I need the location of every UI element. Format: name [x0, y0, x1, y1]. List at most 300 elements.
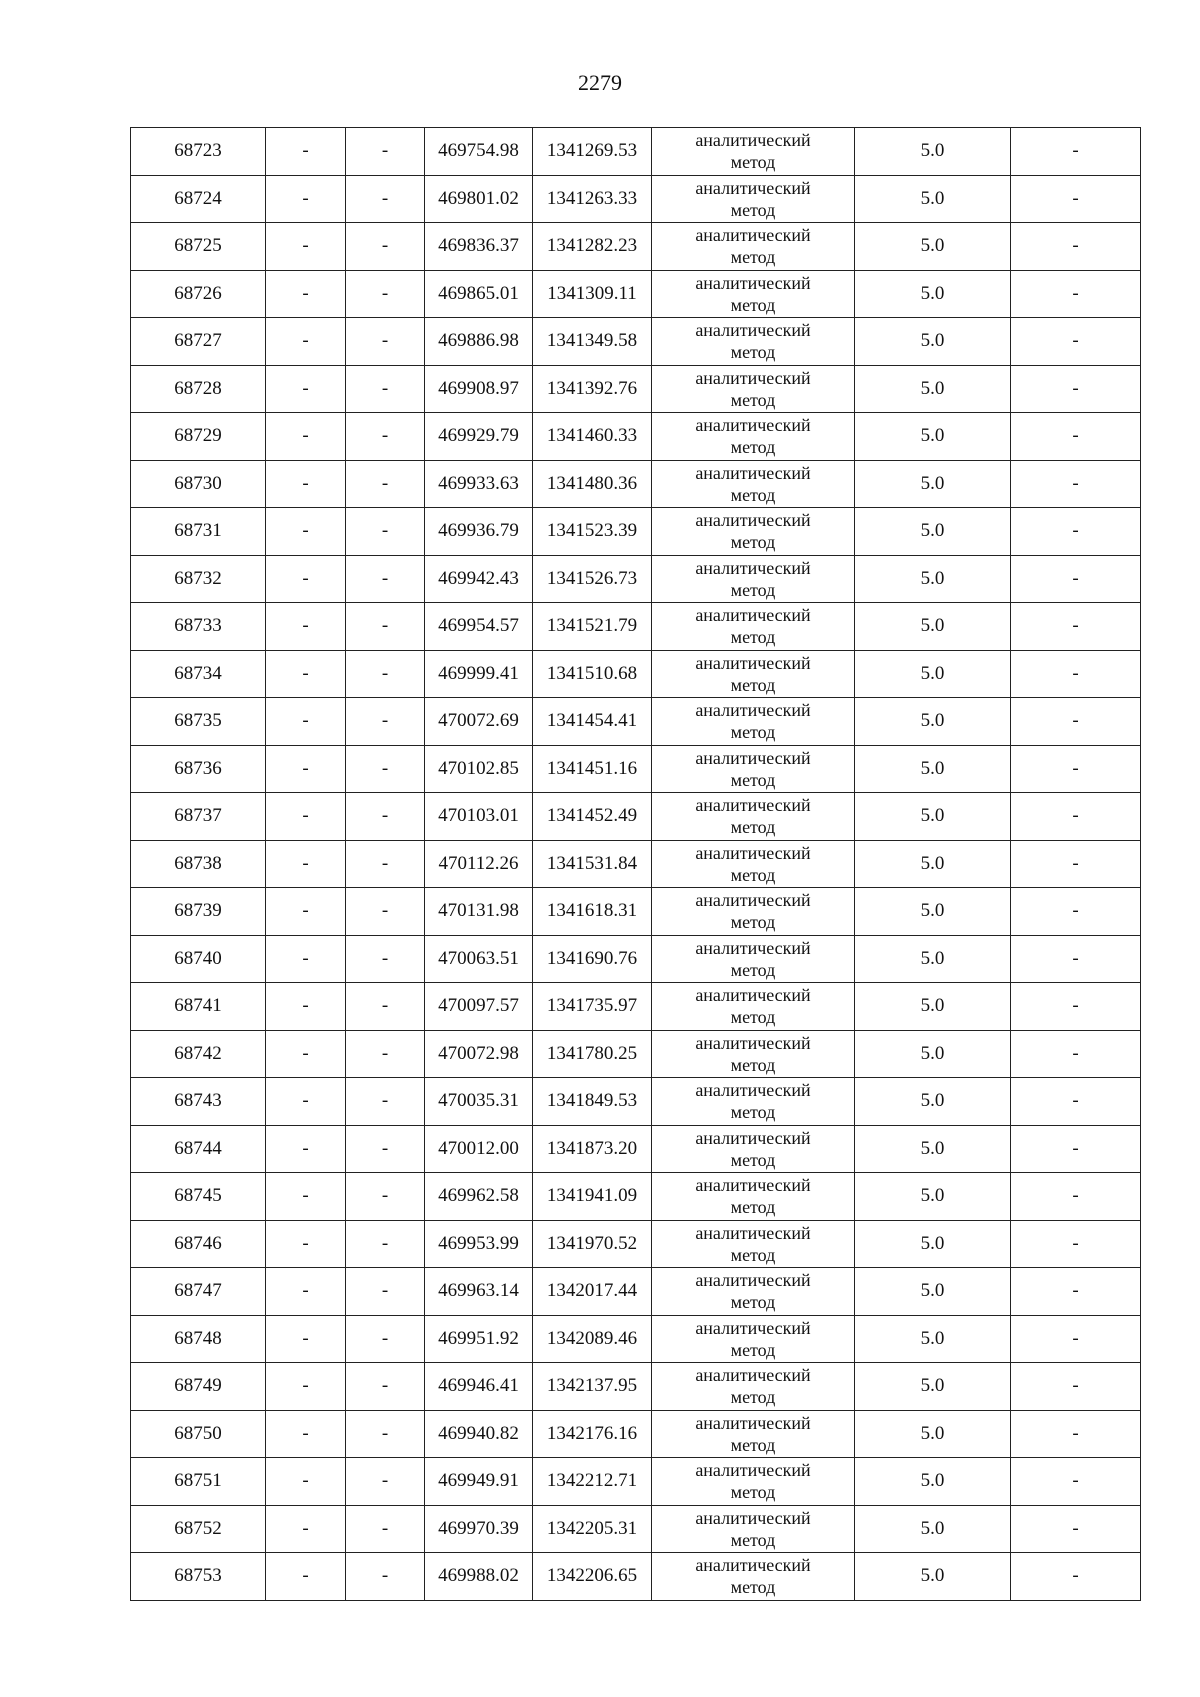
- dash-cell: -: [1011, 318, 1141, 366]
- point-number-cell: 68730: [131, 460, 266, 508]
- dash-cell: -: [1011, 1410, 1141, 1458]
- method-line-2: метод: [730, 1387, 776, 1408]
- x-coordinate-cell: 469954.57: [425, 603, 533, 651]
- y-coordinate-cell: 1342017.44: [533, 1268, 652, 1316]
- dash-cell: -: [346, 1458, 425, 1506]
- y-coordinate-cell: 1341269.53: [533, 128, 652, 176]
- method-line-2: метод: [730, 294, 776, 315]
- dash-cell: -: [346, 888, 425, 936]
- dash-cell: -: [266, 1078, 346, 1126]
- dash-cell: -: [266, 603, 346, 651]
- method-line-2: метод: [730, 722, 776, 743]
- dash-cell: -: [346, 1173, 425, 1221]
- y-coordinate-cell: 1342089.46: [533, 1315, 652, 1363]
- table-row: [131, 413, 1141, 461]
- dash-cell: -: [1011, 650, 1141, 698]
- y-coordinate-cell: 1341309.11: [533, 270, 652, 318]
- y-coordinate-cell: 1341349.58: [533, 318, 652, 366]
- point-number-cell: 68746: [131, 1220, 266, 1268]
- dash-cell: -: [266, 1268, 346, 1316]
- x-coordinate-cell: 469953.99: [425, 1220, 533, 1268]
- x-coordinate-cell: 470072.98: [425, 1030, 533, 1078]
- x-coordinate-cell: 469942.43: [425, 555, 533, 603]
- point-number-cell: 68747: [131, 1268, 266, 1316]
- dash-cell: -: [266, 555, 346, 603]
- dash-cell: -: [1011, 508, 1141, 556]
- dash-cell: -: [266, 365, 346, 413]
- method-line-2: метод: [730, 1054, 776, 1075]
- accuracy-cell: 5.0: [855, 1220, 1011, 1268]
- x-coordinate-cell: 470012.00: [425, 1125, 533, 1173]
- point-number-cell: 68724: [131, 175, 266, 223]
- point-number-cell: 68753: [131, 1553, 266, 1601]
- point-number-cell: 68731: [131, 508, 266, 556]
- dash-cell: -: [1011, 1268, 1141, 1316]
- method-cell: [652, 698, 855, 746]
- y-coordinate-cell: 1341452.49: [533, 793, 652, 841]
- table-row: [131, 983, 1141, 1031]
- dash-cell: -: [346, 698, 425, 746]
- method-line-2: метод: [730, 484, 776, 505]
- dash-cell: -: [266, 1173, 346, 1221]
- y-coordinate-cell: 1341521.79: [533, 603, 652, 651]
- dash-cell: -: [1011, 840, 1141, 888]
- method-cell: [652, 793, 855, 841]
- table-row: [131, 223, 1141, 271]
- method-line-2: метод: [730, 959, 776, 980]
- method-line-1: аналитический: [695, 1365, 811, 1386]
- point-number-cell: 68743: [131, 1078, 266, 1126]
- x-coordinate-cell: 470097.57: [425, 983, 533, 1031]
- point-number-cell: 68734: [131, 650, 266, 698]
- method-line-1: аналитический: [695, 272, 811, 293]
- dash-cell: -: [266, 318, 346, 366]
- table-row: [131, 1030, 1141, 1078]
- dash-cell: -: [266, 983, 346, 1031]
- method-line-1: аналитический: [695, 367, 811, 388]
- dash-cell: -: [266, 745, 346, 793]
- accuracy-cell: 5.0: [855, 1315, 1011, 1363]
- method-line-2: метод: [730, 342, 776, 363]
- dash-cell: -: [266, 223, 346, 271]
- dash-cell: -: [266, 1410, 346, 1458]
- method-line-2: метод: [730, 1149, 776, 1170]
- method-line-2: метод: [730, 532, 776, 553]
- table-row: [131, 1410, 1141, 1458]
- dash-cell: -: [346, 935, 425, 983]
- dash-cell: -: [1011, 888, 1141, 936]
- x-coordinate-cell: 470112.26: [425, 840, 533, 888]
- point-number-cell: 68737: [131, 793, 266, 841]
- point-number-cell: 68740: [131, 935, 266, 983]
- dash-cell: -: [266, 793, 346, 841]
- dash-cell: -: [1011, 1173, 1141, 1221]
- method-line-1: аналитический: [695, 1507, 811, 1528]
- y-coordinate-cell: 1342205.31: [533, 1505, 652, 1553]
- dash-cell: -: [266, 888, 346, 936]
- dash-cell: -: [266, 1030, 346, 1078]
- method-cell: [652, 603, 855, 651]
- dash-cell: -: [1011, 460, 1141, 508]
- y-coordinate-cell: 1341849.53: [533, 1078, 652, 1126]
- table-row: [131, 935, 1141, 983]
- accuracy-cell: 5.0: [855, 555, 1011, 603]
- method-line-2: метод: [730, 864, 776, 885]
- y-coordinate-cell: 1341526.73: [533, 555, 652, 603]
- method-line-2: метод: [730, 1197, 776, 1218]
- point-number-cell: 68750: [131, 1410, 266, 1458]
- dash-cell: -: [1011, 983, 1141, 1031]
- accuracy-cell: 5.0: [855, 460, 1011, 508]
- method-line-2: метод: [730, 1577, 776, 1598]
- method-cell: [652, 555, 855, 603]
- point-number-cell: 68739: [131, 888, 266, 936]
- point-number-cell: 68732: [131, 555, 266, 603]
- method-line-1: аналитический: [695, 510, 811, 531]
- method-line-1: аналитический: [695, 700, 811, 721]
- table-row: [131, 508, 1141, 556]
- table-row: [131, 1315, 1141, 1363]
- x-coordinate-cell: 469988.02: [425, 1553, 533, 1601]
- method-line-1: аналитический: [695, 747, 811, 768]
- y-coordinate-cell: 1341263.33: [533, 175, 652, 223]
- dash-cell: -: [346, 793, 425, 841]
- y-coordinate-cell: 1341523.39: [533, 508, 652, 556]
- method-line-1: аналитический: [695, 1412, 811, 1433]
- accuracy-cell: 5.0: [855, 1553, 1011, 1601]
- table-row: [131, 1173, 1141, 1221]
- dash-cell: -: [346, 1553, 425, 1601]
- dash-cell: -: [346, 1125, 425, 1173]
- dash-cell: -: [346, 983, 425, 1031]
- y-coordinate-cell: 1341618.31: [533, 888, 652, 936]
- y-coordinate-cell: 1341510.68: [533, 650, 652, 698]
- point-number-cell: 68742: [131, 1030, 266, 1078]
- x-coordinate-cell: 469836.37: [425, 223, 533, 271]
- x-coordinate-cell: 469999.41: [425, 650, 533, 698]
- table-row: [131, 1125, 1141, 1173]
- accuracy-cell: 5.0: [855, 365, 1011, 413]
- accuracy-cell: 5.0: [855, 508, 1011, 556]
- dash-cell: -: [1011, 1363, 1141, 1411]
- dash-cell: -: [346, 650, 425, 698]
- method-line-2: метод: [730, 199, 776, 220]
- method-cell: [652, 1315, 855, 1363]
- point-number-cell: 68727: [131, 318, 266, 366]
- dash-cell: -: [266, 840, 346, 888]
- method-line-1: аналитический: [695, 1080, 811, 1101]
- table-row: [131, 1268, 1141, 1316]
- method-line-1: аналитический: [695, 415, 811, 436]
- method-line-2: метод: [730, 674, 776, 695]
- point-number-cell: 68729: [131, 413, 266, 461]
- y-coordinate-cell: 1341451.16: [533, 745, 652, 793]
- dash-cell: -: [266, 935, 346, 983]
- y-coordinate-cell: 1341460.33: [533, 413, 652, 461]
- accuracy-cell: 5.0: [855, 745, 1011, 793]
- method-cell: [652, 983, 855, 1031]
- dash-cell: -: [1011, 935, 1141, 983]
- method-cell: [652, 1030, 855, 1078]
- x-coordinate-cell: 469963.14: [425, 1268, 533, 1316]
- table-row: [131, 318, 1141, 366]
- dash-cell: -: [346, 1363, 425, 1411]
- table-row: [131, 793, 1141, 841]
- x-coordinate-cell: 469951.92: [425, 1315, 533, 1363]
- accuracy-cell: 5.0: [855, 983, 1011, 1031]
- method-line-1: аналитический: [695, 1460, 811, 1481]
- table-body: [131, 128, 1141, 1601]
- accuracy-cell: 5.0: [855, 223, 1011, 271]
- dash-cell: -: [266, 698, 346, 746]
- method-line-1: аналитический: [695, 557, 811, 578]
- x-coordinate-cell: 470035.31: [425, 1078, 533, 1126]
- table-row: [131, 698, 1141, 746]
- accuracy-cell: 5.0: [855, 1125, 1011, 1173]
- method-line-2: метод: [730, 579, 776, 600]
- method-line-2: метод: [730, 1244, 776, 1265]
- accuracy-cell: 5.0: [855, 1173, 1011, 1221]
- dash-cell: -: [266, 413, 346, 461]
- dash-cell: -: [266, 508, 346, 556]
- y-coordinate-cell: 1341282.23: [533, 223, 652, 271]
- dash-cell: -: [346, 413, 425, 461]
- accuracy-cell: 5.0: [855, 1458, 1011, 1506]
- table-row: [131, 745, 1141, 793]
- dash-cell: -: [346, 270, 425, 318]
- y-coordinate-cell: 1341454.41: [533, 698, 652, 746]
- y-coordinate-cell: 1342212.71: [533, 1458, 652, 1506]
- method-cell: [652, 1268, 855, 1316]
- y-coordinate-cell: 1341480.36: [533, 460, 652, 508]
- x-coordinate-cell: 469865.01: [425, 270, 533, 318]
- method-line-2: метод: [730, 1529, 776, 1550]
- dash-cell: -: [266, 460, 346, 508]
- dash-cell: -: [1011, 223, 1141, 271]
- point-number-cell: 68752: [131, 1505, 266, 1553]
- dash-cell: -: [1011, 270, 1141, 318]
- dash-cell: -: [346, 1505, 425, 1553]
- table-row: [131, 603, 1141, 651]
- method-line-1: аналитический: [695, 605, 811, 626]
- coordinates-table: [130, 127, 1141, 1601]
- method-line-2: метод: [730, 817, 776, 838]
- method-line-2: метод: [730, 152, 776, 173]
- x-coordinate-cell: 470063.51: [425, 935, 533, 983]
- method-line-1: аналитический: [695, 795, 811, 816]
- accuracy-cell: 5.0: [855, 175, 1011, 223]
- dash-cell: -: [266, 1505, 346, 1553]
- accuracy-cell: 5.0: [855, 935, 1011, 983]
- method-line-1: аналитический: [695, 320, 811, 341]
- method-cell: [652, 840, 855, 888]
- dash-cell: -: [1011, 128, 1141, 176]
- dash-cell: -: [346, 1315, 425, 1363]
- dash-cell: -: [1011, 1458, 1141, 1506]
- y-coordinate-cell: 1341690.76: [533, 935, 652, 983]
- accuracy-cell: 5.0: [855, 840, 1011, 888]
- table-row: [131, 1363, 1141, 1411]
- dash-cell: -: [1011, 555, 1141, 603]
- method-cell: [652, 413, 855, 461]
- dash-cell: -: [346, 365, 425, 413]
- y-coordinate-cell: 1341873.20: [533, 1125, 652, 1173]
- y-coordinate-cell: 1341735.97: [533, 983, 652, 1031]
- dash-cell: -: [1011, 1315, 1141, 1363]
- method-cell: [652, 223, 855, 271]
- dash-cell: -: [346, 1268, 425, 1316]
- method-line-2: метод: [730, 1102, 776, 1123]
- dash-cell: -: [1011, 1078, 1141, 1126]
- method-line-1: аналитический: [695, 130, 811, 151]
- x-coordinate-cell: 469933.63: [425, 460, 533, 508]
- dash-cell: -: [1011, 365, 1141, 413]
- y-coordinate-cell: 1342137.95: [533, 1363, 652, 1411]
- method-cell: [652, 175, 855, 223]
- dash-cell: -: [1011, 1125, 1141, 1173]
- method-cell: [652, 270, 855, 318]
- accuracy-cell: 5.0: [855, 1268, 1011, 1316]
- accuracy-cell: 5.0: [855, 1078, 1011, 1126]
- table-row: [131, 1505, 1141, 1553]
- table-row: [131, 1220, 1141, 1268]
- x-coordinate-cell: 469754.98: [425, 128, 533, 176]
- page-number: 2279: [578, 70, 622, 95]
- method-line-1: аналитический: [695, 462, 811, 483]
- dash-cell: -: [266, 1315, 346, 1363]
- y-coordinate-cell: 1342206.65: [533, 1553, 652, 1601]
- method-line-1: аналитический: [695, 177, 811, 198]
- table-row: [131, 888, 1141, 936]
- method-line-1: аналитический: [695, 652, 811, 673]
- x-coordinate-cell: 469929.79: [425, 413, 533, 461]
- accuracy-cell: 5.0: [855, 1363, 1011, 1411]
- method-cell: [652, 460, 855, 508]
- dash-cell: -: [1011, 793, 1141, 841]
- dash-cell: -: [266, 270, 346, 318]
- method-line-2: метод: [730, 627, 776, 648]
- dash-cell: -: [346, 460, 425, 508]
- y-coordinate-cell: 1341392.76: [533, 365, 652, 413]
- point-number-cell: 68751: [131, 1458, 266, 1506]
- dash-cell: -: [346, 175, 425, 223]
- accuracy-cell: 5.0: [855, 128, 1011, 176]
- method-cell: [652, 1220, 855, 1268]
- y-coordinate-cell: 1341531.84: [533, 840, 652, 888]
- method-cell: [652, 1173, 855, 1221]
- x-coordinate-cell: 469801.02: [425, 175, 533, 223]
- dash-cell: -: [346, 555, 425, 603]
- point-number-cell: 68748: [131, 1315, 266, 1363]
- dash-cell: -: [266, 1553, 346, 1601]
- point-number-cell: 68726: [131, 270, 266, 318]
- method-line-2: метод: [730, 1292, 776, 1313]
- table-row: [131, 365, 1141, 413]
- accuracy-cell: 5.0: [855, 650, 1011, 698]
- table-row: [131, 840, 1141, 888]
- accuracy-cell: 5.0: [855, 318, 1011, 366]
- x-coordinate-cell: 469936.79: [425, 508, 533, 556]
- x-coordinate-cell: 470102.85: [425, 745, 533, 793]
- point-number-cell: 68745: [131, 1173, 266, 1221]
- method-cell: [652, 1458, 855, 1506]
- accuracy-cell: 5.0: [855, 413, 1011, 461]
- method-line-2: метод: [730, 912, 776, 933]
- point-number-cell: 68735: [131, 698, 266, 746]
- method-line-1: аналитический: [695, 1555, 811, 1576]
- dash-cell: -: [266, 128, 346, 176]
- dash-cell: -: [1011, 1553, 1141, 1601]
- table-row: [131, 175, 1141, 223]
- accuracy-cell: 5.0: [855, 1410, 1011, 1458]
- dash-cell: -: [266, 1363, 346, 1411]
- x-coordinate-cell: 470131.98: [425, 888, 533, 936]
- dash-cell: -: [346, 128, 425, 176]
- x-coordinate-cell: 469940.82: [425, 1410, 533, 1458]
- y-coordinate-cell: 1341970.52: [533, 1220, 652, 1268]
- y-coordinate-cell: 1342176.16: [533, 1410, 652, 1458]
- accuracy-cell: 5.0: [855, 1030, 1011, 1078]
- dash-cell: -: [346, 318, 425, 366]
- dash-cell: -: [346, 1410, 425, 1458]
- method-line-2: метод: [730, 1007, 776, 1028]
- method-cell: [652, 1125, 855, 1173]
- method-line-1: аналитический: [695, 1317, 811, 1338]
- dash-cell: -: [1011, 1220, 1141, 1268]
- y-coordinate-cell: 1341941.09: [533, 1173, 652, 1221]
- dash-cell: -: [266, 1220, 346, 1268]
- dash-cell: -: [346, 745, 425, 793]
- accuracy-cell: 5.0: [855, 270, 1011, 318]
- x-coordinate-cell: 469886.98: [425, 318, 533, 366]
- dash-cell: -: [266, 650, 346, 698]
- method-cell: [652, 128, 855, 176]
- point-number-cell: 68723: [131, 128, 266, 176]
- table-row: [131, 1553, 1141, 1601]
- dash-cell: -: [346, 1220, 425, 1268]
- method-line-2: метод: [730, 1434, 776, 1455]
- method-cell: [652, 365, 855, 413]
- method-cell: [652, 1505, 855, 1553]
- dash-cell: -: [1011, 1505, 1141, 1553]
- method-line-2: метод: [730, 247, 776, 268]
- method-cell: [652, 650, 855, 698]
- point-number-cell: 68725: [131, 223, 266, 271]
- dash-cell: -: [1011, 413, 1141, 461]
- x-coordinate-cell: 469962.58: [425, 1173, 533, 1221]
- table-row: [131, 1078, 1141, 1126]
- dash-cell: -: [346, 840, 425, 888]
- method-line-1: аналитический: [695, 225, 811, 246]
- method-cell: [652, 318, 855, 366]
- dash-cell: -: [346, 603, 425, 651]
- dash-cell: -: [346, 223, 425, 271]
- method-cell: [652, 888, 855, 936]
- point-number-cell: 68728: [131, 365, 266, 413]
- point-number-cell: 68738: [131, 840, 266, 888]
- accuracy-cell: 5.0: [855, 888, 1011, 936]
- x-coordinate-cell: 470103.01: [425, 793, 533, 841]
- method-line-2: метод: [730, 769, 776, 790]
- method-line-2: метод: [730, 1482, 776, 1503]
- dash-cell: -: [266, 175, 346, 223]
- dash-cell: -: [346, 1078, 425, 1126]
- point-number-cell: 68736: [131, 745, 266, 793]
- table-row: [131, 555, 1141, 603]
- method-line-2: метод: [730, 389, 776, 410]
- dash-cell: -: [346, 508, 425, 556]
- method-line-2: метод: [730, 1339, 776, 1360]
